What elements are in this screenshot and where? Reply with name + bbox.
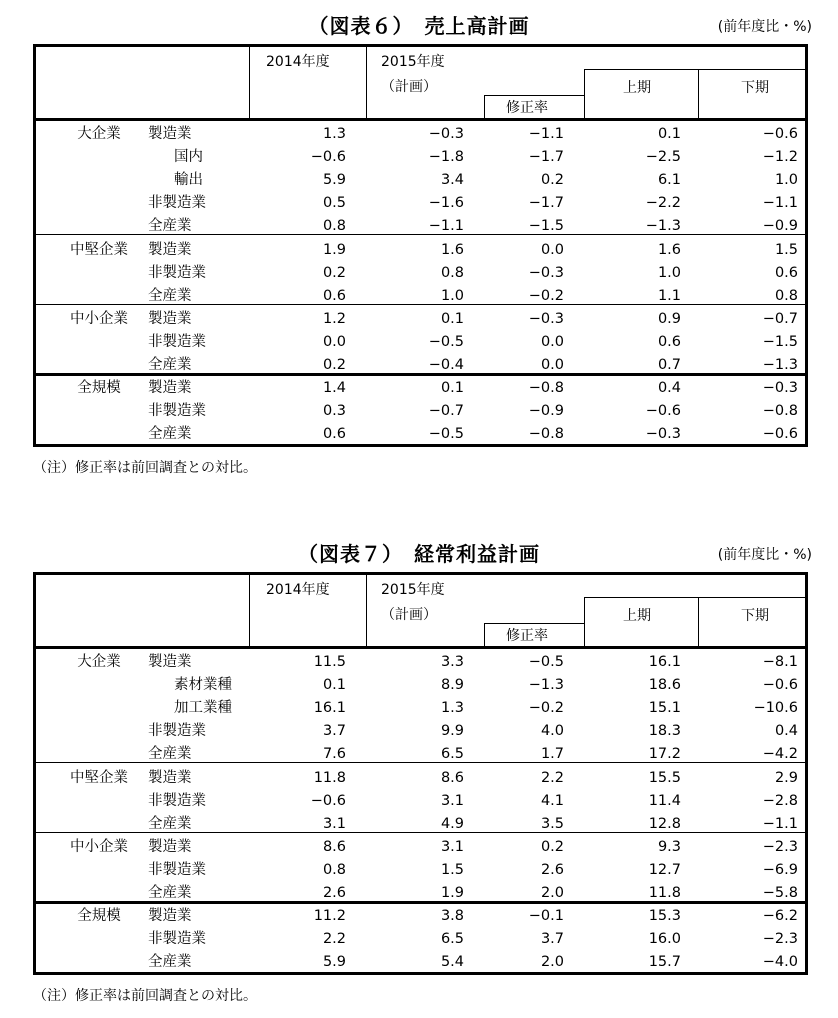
ordinary-profit-table bbox=[33, 572, 808, 975]
table-row bbox=[36, 262, 805, 285]
value-cell: 2.6 bbox=[540, 861, 564, 878]
row-label: 非製造業 bbox=[148, 195, 206, 212]
value-cell: 1.4 bbox=[322, 380, 346, 397]
table-row bbox=[36, 697, 805, 720]
value-cell: 16.1 bbox=[313, 700, 346, 717]
row-label: 全産業 bbox=[148, 218, 192, 235]
grid-line bbox=[698, 69, 699, 119]
row-label: 全産業 bbox=[148, 954, 192, 971]
value-cell: −8.1 bbox=[762, 654, 798, 670]
value-cell: 0.0 bbox=[322, 333, 346, 350]
row-label: 全産業 bbox=[148, 815, 192, 832]
table-row bbox=[36, 169, 805, 192]
value-cell: −0.2 bbox=[528, 287, 564, 304]
value-cell: 15.5 bbox=[648, 769, 681, 786]
table-title: （図表７） 経常利益計画 bbox=[298, 542, 540, 566]
value-cell: −0.9 bbox=[762, 218, 798, 235]
value-cell: 6.5 bbox=[440, 931, 464, 948]
value-cell: −1.3 bbox=[762, 357, 798, 373]
footnote: （注）修正率は前回調査との対比。 bbox=[33, 988, 257, 1004]
value-cell: 0.2 bbox=[540, 172, 564, 189]
value-cell: −0.3 bbox=[528, 264, 564, 281]
header-h2: 下期 bbox=[741, 80, 769, 96]
value-cell: 4.9 bbox=[440, 815, 464, 832]
value-cell: −1.1 bbox=[528, 126, 564, 142]
value-cell: 18.3 bbox=[648, 723, 681, 740]
row-label: 製造業 bbox=[148, 241, 192, 258]
value-cell: −6.2 bbox=[762, 908, 798, 925]
value-cell: 1.7 bbox=[540, 746, 564, 763]
value-cell: −5.8 bbox=[762, 885, 798, 901]
value-cell: −1.8 bbox=[428, 149, 464, 166]
grid-line bbox=[249, 575, 250, 647]
value-cell: −2.3 bbox=[762, 931, 798, 948]
table-row bbox=[36, 651, 805, 674]
value-cell: 0.2 bbox=[322, 264, 346, 281]
value-cell: −1.1 bbox=[762, 815, 798, 832]
value-cell: 0.1 bbox=[440, 310, 464, 327]
value-cell: 0.0 bbox=[540, 333, 564, 350]
footnote: （注）修正率は前回調査との対比。 bbox=[33, 460, 257, 476]
value-cell: 1.1 bbox=[657, 287, 681, 304]
table-row bbox=[36, 331, 805, 354]
header-revision: 修正率 bbox=[506, 628, 548, 644]
value-cell: 3.1 bbox=[440, 792, 464, 809]
table-row bbox=[36, 767, 805, 790]
value-cell: 9.9 bbox=[440, 723, 464, 740]
value-cell: 1.2 bbox=[322, 310, 346, 327]
table-row bbox=[36, 215, 805, 238]
value-cell: 0.9 bbox=[657, 310, 681, 327]
value-cell: −0.7 bbox=[762, 310, 798, 327]
value-cell: 1.0 bbox=[774, 172, 798, 189]
row-label: 製造業 bbox=[148, 126, 192, 142]
value-cell: 8.6 bbox=[440, 769, 464, 786]
value-cell: 0.6 bbox=[322, 426, 346, 443]
value-cell: 15.3 bbox=[648, 908, 681, 925]
value-cell: −0.5 bbox=[428, 426, 464, 443]
group-label: 中小企業 bbox=[70, 310, 128, 327]
row-label: 製造業 bbox=[148, 908, 192, 925]
value-cell: 11.8 bbox=[648, 885, 681, 901]
value-cell: 9.3 bbox=[657, 838, 681, 855]
value-cell: 8.9 bbox=[440, 677, 464, 694]
header-revision: 修正率 bbox=[506, 100, 548, 116]
table-row bbox=[36, 308, 805, 331]
value-cell: −1.3 bbox=[645, 218, 681, 235]
row-label: 非製造業 bbox=[148, 333, 206, 350]
value-cell: −4.2 bbox=[762, 746, 798, 763]
value-cell: 0.8 bbox=[440, 264, 464, 281]
value-cell: 17.2 bbox=[648, 746, 681, 763]
value-cell: 2.0 bbox=[540, 885, 564, 901]
row-label: 製造業 bbox=[148, 380, 192, 397]
value-cell: −0.2 bbox=[528, 700, 564, 717]
value-cell: −0.5 bbox=[528, 654, 564, 670]
table-row bbox=[36, 813, 805, 836]
value-cell: −1.5 bbox=[528, 218, 564, 235]
value-cell: −0.4 bbox=[428, 357, 464, 373]
grid-line bbox=[584, 597, 805, 598]
grid-line bbox=[249, 47, 250, 119]
table-row bbox=[36, 836, 805, 859]
value-cell: 2.0 bbox=[540, 954, 564, 971]
value-cell: 6.1 bbox=[657, 172, 681, 189]
value-cell: −2.2 bbox=[645, 195, 681, 212]
row-label: 全産業 bbox=[148, 426, 192, 443]
table-row bbox=[36, 928, 805, 951]
grid-line bbox=[484, 623, 485, 647]
table-title: （図表６） 売上高計画 bbox=[308, 14, 530, 38]
sales-plan-table bbox=[33, 44, 808, 447]
row-label: 製造業 bbox=[148, 769, 192, 786]
grid-line bbox=[366, 47, 367, 119]
value-cell: 11.8 bbox=[313, 769, 346, 786]
group-label: 中小企業 bbox=[70, 838, 128, 855]
value-cell: 2.9 bbox=[774, 769, 798, 786]
value-cell: −2.8 bbox=[762, 792, 798, 809]
grid-line bbox=[366, 575, 367, 647]
table-row bbox=[36, 400, 805, 423]
table-row bbox=[36, 882, 805, 905]
value-cell: −1.7 bbox=[528, 149, 564, 166]
row-label: 素材業種 bbox=[174, 677, 232, 694]
value-cell: 0.0 bbox=[540, 357, 564, 373]
value-cell: −2.3 bbox=[762, 838, 798, 855]
group-label: 全規模 bbox=[77, 908, 121, 925]
row-label: 輸出 bbox=[174, 172, 203, 189]
value-cell: −0.3 bbox=[645, 426, 681, 443]
value-cell: −0.6 bbox=[310, 792, 346, 809]
header-separator bbox=[36, 118, 805, 121]
row-label: 非製造業 bbox=[148, 723, 206, 740]
value-cell: −1.1 bbox=[428, 218, 464, 235]
value-cell: 1.3 bbox=[440, 700, 464, 717]
group-label: 中堅企業 bbox=[70, 769, 128, 786]
row-label: 非製造業 bbox=[148, 792, 206, 809]
row-label: 加工業種 bbox=[174, 700, 232, 717]
header-plan: （計画） bbox=[381, 607, 437, 623]
row-label: 製造業 bbox=[148, 838, 192, 855]
value-cell: 5.4 bbox=[440, 954, 464, 971]
row-label: 国内 bbox=[174, 149, 203, 166]
value-cell: 5.9 bbox=[322, 172, 346, 189]
value-cell: −0.1 bbox=[528, 908, 564, 925]
value-cell: 4.1 bbox=[540, 792, 564, 809]
value-cell: 1.6 bbox=[440, 241, 464, 258]
group-label: 大企業 bbox=[77, 654, 121, 670]
value-cell: 7.6 bbox=[322, 746, 346, 763]
value-cell: 12.7 bbox=[648, 861, 681, 878]
value-cell: −0.8 bbox=[528, 426, 564, 443]
table-row bbox=[36, 146, 805, 169]
table-row bbox=[36, 423, 805, 446]
value-cell: 11.5 bbox=[313, 654, 346, 670]
value-cell: −0.6 bbox=[645, 403, 681, 420]
value-cell: −6.9 bbox=[762, 861, 798, 878]
value-cell: 3.1 bbox=[440, 838, 464, 855]
value-cell: −0.6 bbox=[762, 677, 798, 694]
row-label: 非製造業 bbox=[148, 861, 206, 878]
row-label: 全産業 bbox=[148, 885, 192, 901]
grid-line bbox=[584, 69, 585, 119]
table-row bbox=[36, 743, 805, 766]
value-cell: −10.6 bbox=[753, 700, 798, 717]
value-cell: 3.8 bbox=[440, 908, 464, 925]
value-cell: −0.3 bbox=[428, 126, 464, 142]
value-cell: 18.6 bbox=[648, 677, 681, 694]
value-cell: 15.7 bbox=[648, 954, 681, 971]
value-cell: 1.9 bbox=[322, 241, 346, 258]
row-label: 全産業 bbox=[148, 357, 192, 373]
table-row bbox=[36, 239, 805, 262]
value-cell: 0.2 bbox=[322, 357, 346, 373]
value-cell: −2.5 bbox=[645, 149, 681, 166]
value-cell: 16.1 bbox=[648, 654, 681, 670]
group-label: 中堅企業 bbox=[70, 241, 128, 258]
header-fy2014: 2014年度 bbox=[266, 582, 330, 598]
grid-line bbox=[484, 623, 584, 624]
value-cell: 0.8 bbox=[774, 287, 798, 304]
value-cell: 11.4 bbox=[648, 792, 681, 809]
value-cell: 16.0 bbox=[648, 931, 681, 948]
value-cell: 3.5 bbox=[540, 815, 564, 832]
value-cell: 5.9 bbox=[322, 954, 346, 971]
row-label: 製造業 bbox=[148, 654, 192, 670]
table-row bbox=[36, 192, 805, 215]
grid-line bbox=[584, 597, 585, 647]
value-cell: 3.7 bbox=[322, 723, 346, 740]
value-cell: 2.6 bbox=[322, 885, 346, 901]
value-cell: 0.0 bbox=[540, 241, 564, 258]
table-row bbox=[36, 790, 805, 813]
row-label: 全産業 bbox=[148, 287, 192, 304]
value-cell: 0.4 bbox=[657, 380, 681, 397]
value-cell: 0.7 bbox=[657, 357, 681, 373]
table-row bbox=[36, 674, 805, 697]
header-h1: 上期 bbox=[623, 608, 651, 624]
table-row bbox=[36, 905, 805, 928]
value-cell: 0.1 bbox=[657, 126, 681, 142]
table-row bbox=[36, 285, 805, 308]
grid-line bbox=[584, 69, 805, 70]
value-cell: −1.7 bbox=[528, 195, 564, 212]
value-cell: 1.5 bbox=[774, 241, 798, 258]
header-fy2015: 2015年度 bbox=[381, 582, 445, 598]
value-cell: 0.3 bbox=[322, 403, 346, 420]
grid-line bbox=[484, 95, 485, 119]
header-separator bbox=[36, 646, 805, 649]
table-row bbox=[36, 951, 805, 974]
header-h1: 上期 bbox=[623, 80, 651, 96]
table-row bbox=[36, 377, 805, 400]
value-cell: 0.1 bbox=[440, 380, 464, 397]
row-label: 製造業 bbox=[148, 310, 192, 327]
value-cell: −0.7 bbox=[428, 403, 464, 420]
value-cell: 15.1 bbox=[648, 700, 681, 717]
row-label: 全産業 bbox=[148, 746, 192, 763]
value-cell: 3.3 bbox=[440, 654, 464, 670]
value-cell: −0.3 bbox=[762, 380, 798, 397]
unit-label: (前年度比・%) bbox=[717, 547, 812, 563]
value-cell: 4.0 bbox=[540, 723, 564, 740]
header-h2: 下期 bbox=[741, 608, 769, 624]
value-cell: 1.3 bbox=[322, 126, 346, 142]
row-label: 非製造業 bbox=[148, 264, 206, 281]
table-row bbox=[36, 123, 805, 146]
value-cell: 0.1 bbox=[322, 677, 346, 694]
row-label: 非製造業 bbox=[148, 403, 206, 420]
value-cell: 1.0 bbox=[440, 287, 464, 304]
grid-line bbox=[698, 597, 699, 647]
value-cell: 0.6 bbox=[322, 287, 346, 304]
value-cell: −0.8 bbox=[528, 380, 564, 397]
value-cell: −1.1 bbox=[762, 195, 798, 212]
row-label: 非製造業 bbox=[148, 931, 206, 948]
value-cell: 0.8 bbox=[322, 861, 346, 878]
value-cell: 3.7 bbox=[540, 931, 564, 948]
value-cell: 0.8 bbox=[322, 218, 346, 235]
header-fy2014: 2014年度 bbox=[266, 54, 330, 70]
unit-label: (前年度比・%) bbox=[717, 19, 812, 35]
value-cell: 0.6 bbox=[774, 264, 798, 281]
value-cell: −0.3 bbox=[528, 310, 564, 327]
value-cell: 8.6 bbox=[322, 838, 346, 855]
value-cell: −0.8 bbox=[762, 403, 798, 420]
table-row bbox=[36, 720, 805, 743]
value-cell: 0.5 bbox=[322, 195, 346, 212]
value-cell: −0.6 bbox=[762, 426, 798, 443]
value-cell: −4.0 bbox=[762, 954, 798, 971]
value-cell: 0.4 bbox=[774, 723, 798, 740]
table-row bbox=[36, 859, 805, 882]
value-cell: −0.6 bbox=[762, 126, 798, 142]
grid-line bbox=[484, 95, 584, 96]
value-cell: −0.9 bbox=[528, 403, 564, 420]
value-cell: 6.5 bbox=[440, 746, 464, 763]
value-cell: −1.3 bbox=[528, 677, 564, 694]
value-cell: 1.9 bbox=[440, 885, 464, 901]
value-cell: 1.0 bbox=[657, 264, 681, 281]
value-cell: 3.1 bbox=[322, 815, 346, 832]
value-cell: 0.2 bbox=[540, 838, 564, 855]
value-cell: 2.2 bbox=[540, 769, 564, 786]
value-cell: 11.2 bbox=[313, 908, 346, 925]
header-fy2015: 2015年度 bbox=[381, 54, 445, 70]
value-cell: −0.6 bbox=[310, 149, 346, 166]
value-cell: −1.6 bbox=[428, 195, 464, 212]
value-cell: 0.6 bbox=[657, 333, 681, 350]
value-cell: 1.5 bbox=[440, 861, 464, 878]
group-label: 全規模 bbox=[77, 380, 121, 397]
value-cell: −1.5 bbox=[762, 333, 798, 350]
value-cell: 3.4 bbox=[440, 172, 464, 189]
header-plan: （計画） bbox=[381, 79, 437, 95]
value-cell: 2.2 bbox=[322, 931, 346, 948]
table-row bbox=[36, 354, 805, 377]
group-label: 大企業 bbox=[77, 126, 121, 142]
value-cell: 12.8 bbox=[648, 815, 681, 832]
value-cell: −0.5 bbox=[428, 333, 464, 350]
value-cell: 1.6 bbox=[657, 241, 681, 258]
value-cell: −1.2 bbox=[762, 149, 798, 166]
